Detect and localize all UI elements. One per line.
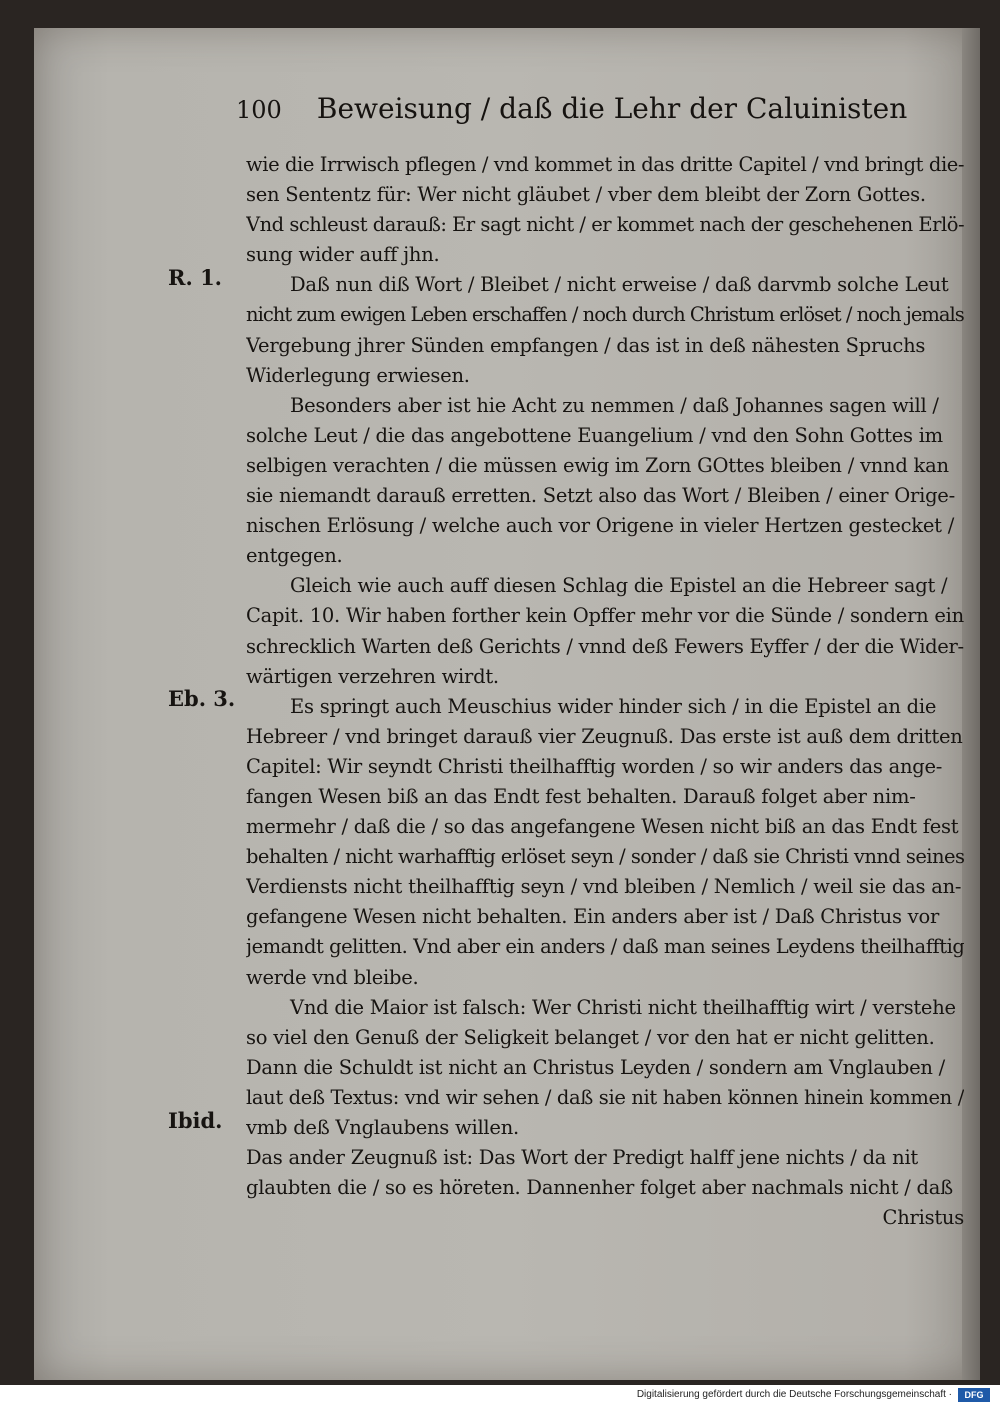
text-line: sie niemandt darauß erretten. Setzt also das Wort / Bleiben / einer Orige- (246, 484, 955, 508)
text-line: schrecklich Warten deß Gerichts / vnnd deß Fewers Eyffer / der die Wider- (246, 634, 964, 658)
text-line: Es springt auch Meuschius wider hinder sich / in die Epistel an die (290, 694, 937, 718)
text-line: vmb deß Vnglaubens willen. (246, 1116, 519, 1139)
dfg-logo: DFG (958, 1388, 990, 1402)
text-line: Gleich wie auch auff diesen Schlag die Epistel an die Hebreer sagt / (290, 574, 948, 598)
text-line: entgegen. (246, 544, 343, 568)
text-line: Capitel: Wir seyndt Christi theilhafftig worden / so wir anders das ange- (246, 754, 943, 778)
text-line: wärtigen verzehren wirdt. (246, 664, 499, 688)
text-line: sen Sententz für: Wer nicht gläubet / vber dem bleibt der Zorn Gottes. (246, 183, 926, 207)
text-line: jemandt gelitten. Vnd aber ein anders / daß man seines Leydens theilhafftig (246, 935, 964, 959)
digitization-footer (0, 1385, 1000, 1407)
funding-credit: Digitalisierung gefördert durch die Deutsche Forschungsgemeinschaft · (636, 1389, 952, 1400)
text-line: gefangene Wesen nicht behalten. Ein anders aber ist / Daß Christus vor (246, 905, 940, 929)
text-line: Capit. 10. Wir haben forther kein Opffer mehr vor die Sünde / sondern ein (246, 604, 964, 628)
text-line: sung wider auff jhn. (246, 243, 440, 267)
page-number: 100 (236, 96, 282, 124)
margin-note: R. 1. (168, 265, 222, 290)
margin-note: Eb. 3. (168, 686, 236, 711)
running-title: Beweisung / daß die Lehr der Caluinisten (316, 92, 908, 125)
text-line: Verdiensts nicht theilhafftig seyn / vnd bleiben / Nemlich / weil sie das an- (246, 875, 962, 899)
text-line: wie die Irrwisch pflegen / vnd kommet in das dritte Capitel / vnd bringt die- (246, 153, 964, 176)
text-line: Widerlegung erwiesen. (246, 363, 470, 387)
text-line: behalten / nicht warhafftig erlöset seyn / sonder / daß sie Christi vnnd seines (246, 845, 964, 869)
text-line: Daß nun diß Wort / Bleibet / nicht erweise / daß darvmb solche Leut (290, 273, 949, 297)
text-line: selbigen verachten / die müssen ewig im Zorn GOttes bleiben / vnnd kan (246, 453, 949, 477)
text-line: nicht zum ewigen Leben erschaffen / noch durch Christum erlöset / noch jemals (246, 303, 964, 327)
text-line: werde vnd bleibe. (246, 965, 419, 989)
text-line: Dann die Schuldt ist nicht an Christus Leyden / sondern am Vnglauben / (246, 1055, 945, 1079)
text-line: so viel den Genuß der Seligkeit belanget / vor den hat er nicht gelitten. (246, 1025, 935, 1049)
margin-note: Ibid. (168, 1108, 223, 1133)
text-line: solche Leut / die das angebottene Euangelium / vnd den Sohn Gottes im (246, 423, 943, 447)
body-text (246, 150, 964, 1233)
text-line: nischen Erlösung / welche auch vor Origene in vieler Hertzen gestecket / (246, 514, 955, 538)
text-line: fangen Wesen biß an das Endt fest behalten. Darauß folget aber nim- (246, 784, 916, 808)
text-line: Hebreer / vnd bringet darauß vier Zeugnuß. Das erste ist auß dem dritten (246, 724, 963, 748)
page-edge (962, 28, 980, 1380)
text-line: Vnd die Maior ist falsch: Wer Christi nicht theilhafftig wirt / verstehe (290, 995, 956, 1019)
running-header (236, 92, 908, 125)
text-line: Das ander Zeugnuß ist: Das Wort der Predigt halff jene nichts / da nit (246, 1146, 919, 1170)
text-line: mermehr / daß die / so das angefangene Wesen nicht biß an das Endt fest (246, 815, 959, 839)
catchword: Christus (882, 1206, 964, 1230)
text-line: glaubten die / so es höreten. Dannenher folget aber nachmals nicht / daß (246, 1176, 953, 1200)
text-line: Vergebung jhrer Sünden empfangen / das ist in deß nähesten Spruchs (246, 333, 926, 357)
text-line: laut deß Textus: vnd wir sehen / daß sie nit haben können hinein kommen / (246, 1085, 964, 1109)
text-line: Vnd schleust darauß: Er sagt nicht / er kommet nach der geschehenen Erlö- (246, 213, 964, 237)
text-line: Besonders aber ist hie Acht zu nemmen / daß Johannes sagen will / (290, 393, 939, 417)
